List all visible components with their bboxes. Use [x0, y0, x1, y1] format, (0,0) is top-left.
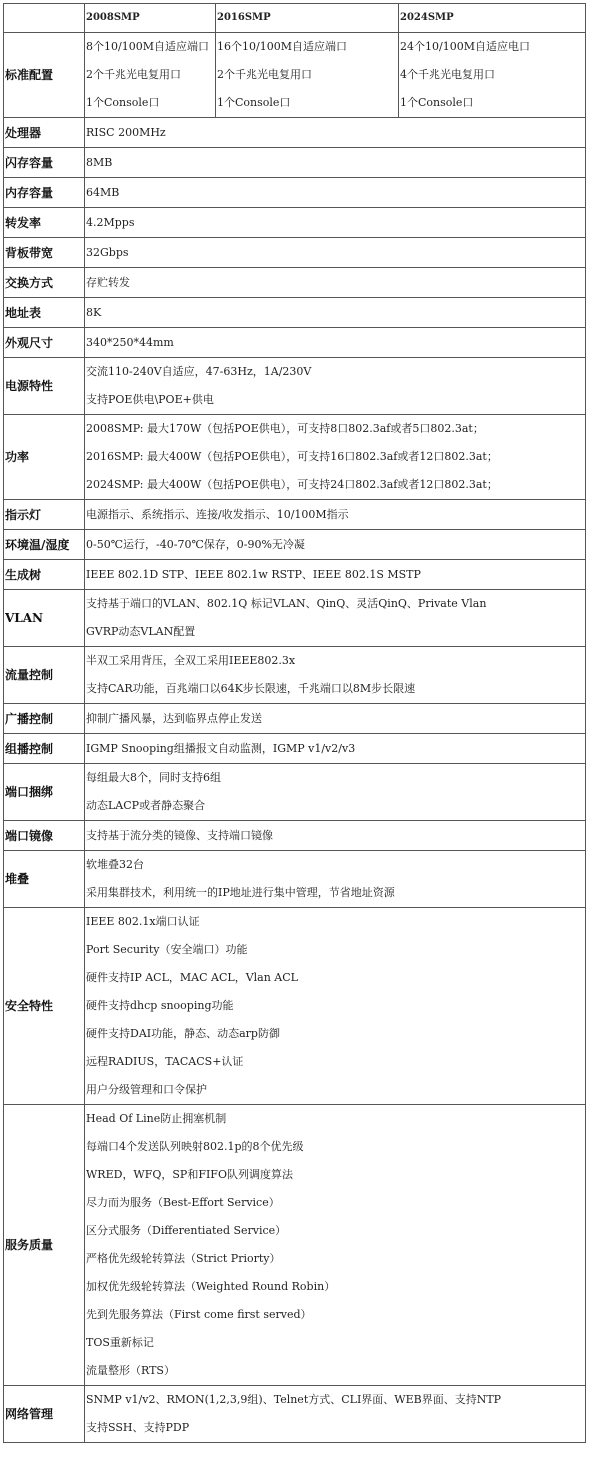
config-cell-2008smp	[85, 33, 216, 118]
row-label: 安全特性	[4, 908, 85, 1105]
row-value	[85, 178, 586, 208]
spec-row	[4, 1105, 586, 1386]
row-value	[85, 560, 586, 590]
value-line: 8K	[86, 305, 102, 319]
value-line: 动态LACP或者静态聚合	[86, 799, 206, 812]
spec-row	[4, 118, 586, 148]
value-line: IEEE 802.1x端口认证	[86, 915, 200, 928]
value-line: 严格优先级轮转算法（Strict Priorty）	[86, 1252, 281, 1265]
value-line: 支持基于端口的VLAN、802.1Q 标记VLAN、QinQ、灵活QinQ、Private Vlan	[86, 597, 487, 610]
value-line: 0-50℃运行，-40-70℃保存，0-90%无冷凝	[86, 537, 305, 551]
row-value	[85, 500, 586, 530]
spec-row	[4, 704, 586, 734]
row-value	[85, 208, 586, 238]
value-line: 2024SMP: 最大400W（包括POE供电），可支持24口802.3af或者12口802.3at；	[86, 478, 498, 491]
value-line: 用户分级管理和口令保护	[86, 1083, 207, 1096]
row-label: 组播控制	[4, 734, 85, 764]
config-line: 8个10/100M自适应端口	[86, 40, 209, 53]
value-line: GVRP动态VLAN配置	[86, 625, 196, 638]
config-cell-2024smp	[399, 33, 586, 118]
row-label: VLAN	[4, 590, 85, 647]
row-value	[85, 328, 586, 358]
row-label: 电源特性	[4, 358, 85, 415]
spec-row	[4, 530, 586, 560]
row-label: 交换方式	[4, 268, 85, 298]
row-label: 地址表	[4, 298, 85, 328]
row-value	[85, 530, 586, 560]
row-label: 广播控制	[4, 704, 85, 734]
value-line: 交流110-240V自适应，47-63Hz，1A/230V	[86, 365, 312, 378]
spec-row	[4, 1386, 586, 1443]
row-value	[85, 590, 586, 647]
row-label: 标准配置	[4, 33, 85, 118]
spec-table-body	[4, 4, 586, 1443]
value-line: Port Security（安全端口）功能	[86, 943, 248, 956]
row-label: 生成树	[4, 560, 85, 590]
value-line: 每端口4个发送队列映射802.1p的8个优先级	[86, 1140, 304, 1153]
value-line: 电源指示、系统指示、连接/收发指示、10/100M指示	[86, 507, 349, 521]
config-line: 2个千兆光电复用口	[217, 68, 312, 81]
value-line: 支持CAR功能，百兆端口以64K步长限速，千兆端口以8M步长限速	[86, 682, 416, 695]
value-line: 加权优先级轮转算法（Weighted Round Robin）	[86, 1280, 336, 1293]
config-line: 2个千兆光电复用口	[86, 68, 181, 81]
config-line: 16个10/100M自适应端口	[217, 40, 347, 53]
spec-table	[3, 3, 586, 1443]
row-value	[85, 764, 586, 821]
row-value	[85, 647, 586, 704]
spec-row	[4, 764, 586, 821]
value-line: 2016SMP: 最大400W（包括POE供电），可支持16口802.3af或者12口802.3at；	[86, 450, 498, 463]
value-line: IGMP Snooping组播报文自动监测，IGMP v1/v2/v3	[86, 741, 356, 755]
row-label: 端口镜像	[4, 821, 85, 851]
row-value	[85, 704, 586, 734]
row-value	[85, 298, 586, 328]
value-line: Head Of Line防止拥塞机制	[86, 1112, 227, 1125]
value-line: 流量整形（RTS）	[86, 1364, 175, 1377]
value-line: 软堆叠32台	[86, 858, 144, 871]
spec-row	[4, 908, 586, 1105]
row-value	[85, 734, 586, 764]
spec-row	[4, 328, 586, 358]
row-label: 服务质量	[4, 1105, 85, 1386]
row-value	[85, 238, 586, 268]
value-line: 8MB	[86, 155, 113, 169]
value-line: 硬件支持dhcp snooping功能	[86, 999, 234, 1012]
config-line: 1个Console口	[400, 96, 474, 109]
value-line: 存贮转发	[86, 275, 130, 289]
row-label: 网络管理	[4, 1386, 85, 1443]
spec-row	[4, 415, 586, 500]
spec-row	[4, 560, 586, 590]
header-model-2008smp: 2008SMP	[85, 4, 216, 33]
spec-row	[4, 208, 586, 238]
value-line: IEEE 802.1D STP、IEEE 802.1w RSTP、IEEE 802.1S MSTP	[86, 567, 421, 581]
row-value	[85, 268, 586, 298]
value-line: 采用集群技术，利用统一的IP地址进行集中管理，节省地址资源	[86, 886, 395, 899]
spec-row	[4, 500, 586, 530]
value-line: SNMP v1/v2、RMON(1,2,3,9组)、Telnet方式、CLI界面、WEB界面、支持NTP	[86, 1393, 502, 1406]
spec-row	[4, 358, 586, 415]
config-line: 4个千兆光电复用口	[400, 68, 495, 81]
spec-row	[4, 590, 586, 647]
row-value	[85, 1105, 586, 1386]
value-line: 半双工采用背压，全双工采用IEEE802.3x	[86, 654, 296, 667]
spec-row	[4, 851, 586, 908]
row-label: 端口捆绑	[4, 764, 85, 821]
value-line: 先到先服务算法（First come first served）	[86, 1308, 312, 1321]
spec-row	[4, 178, 586, 208]
row-label: 堆叠	[4, 851, 85, 908]
spec-row	[4, 238, 586, 268]
row-value	[85, 118, 586, 148]
spec-row	[4, 734, 586, 764]
row-value	[85, 358, 586, 415]
row-label: 闪存容量	[4, 148, 85, 178]
value-line: 支持基于流分类的镜像、支持端口镜像	[86, 828, 273, 842]
row-label: 内存容量	[4, 178, 85, 208]
value-line: 每组最大8个，同时支持6组	[86, 771, 221, 784]
row-value	[85, 851, 586, 908]
row-label: 处理器	[4, 118, 85, 148]
value-line: 支持SSH、支持PDP	[86, 1421, 190, 1434]
row-label: 转发率	[4, 208, 85, 238]
value-line: 64MB	[86, 185, 120, 199]
value-line: 4.2Mpps	[86, 215, 135, 229]
spec-row	[4, 268, 586, 298]
row-value	[85, 148, 586, 178]
row-label: 外观尺寸	[4, 328, 85, 358]
row-value	[85, 821, 586, 851]
value-line: 支持POE供电\POE+供电	[86, 393, 214, 406]
row-label: 流量控制	[4, 647, 85, 704]
value-line: TOS重新标记	[86, 1336, 154, 1349]
value-line: 32Gbps	[86, 245, 129, 259]
header-model-2016smp: 2016SMP	[216, 4, 399, 33]
value-line: 尽力而为服务（Best-Effort Service）	[86, 1196, 280, 1209]
spec-row	[4, 647, 586, 704]
config-cell-2016smp	[216, 33, 399, 118]
value-line: 区分式服务（Differentiated Service）	[86, 1224, 287, 1237]
spec-row	[4, 298, 586, 328]
spec-row	[4, 148, 586, 178]
row-label: 功率	[4, 415, 85, 500]
row-value	[85, 1386, 586, 1443]
value-line: 硬件支持DAI功能，静态、动态arp防御	[86, 1027, 280, 1040]
config-line: 1个Console口	[86, 96, 160, 109]
value-line: 远程RADIUS，TACACS+认证	[86, 1055, 244, 1068]
row-value	[85, 908, 586, 1105]
value-line: 抑制广播风暴，达到临界点停止发送	[86, 711, 262, 725]
value-line: 340*250*44mm	[86, 335, 174, 349]
row-label: 指示灯	[4, 500, 85, 530]
spec-row	[4, 821, 586, 851]
row-standard-config	[4, 33, 586, 118]
header-model-2024smp: 2024SMP	[399, 4, 586, 33]
value-line: RISC 200MHz	[86, 125, 166, 139]
header-corner-cell	[4, 4, 85, 33]
row-value	[85, 415, 586, 500]
value-line: 2008SMP: 最大170W（包括POE供电），可支持8口802.3af或者5口802.3at；	[86, 422, 484, 435]
config-line: 1个Console口	[217, 96, 291, 109]
row-label: 背板带宽	[4, 238, 85, 268]
value-line: 硬件支持IP ACL，MAC ACL，Vlan ACL	[86, 971, 298, 984]
header-row	[4, 4, 586, 33]
value-line: WRED，WFQ，SP和FIFO队列调度算法	[86, 1168, 293, 1181]
row-label: 环境温/湿度	[4, 530, 85, 560]
config-line: 24个10/100M自适应电口	[400, 40, 530, 53]
